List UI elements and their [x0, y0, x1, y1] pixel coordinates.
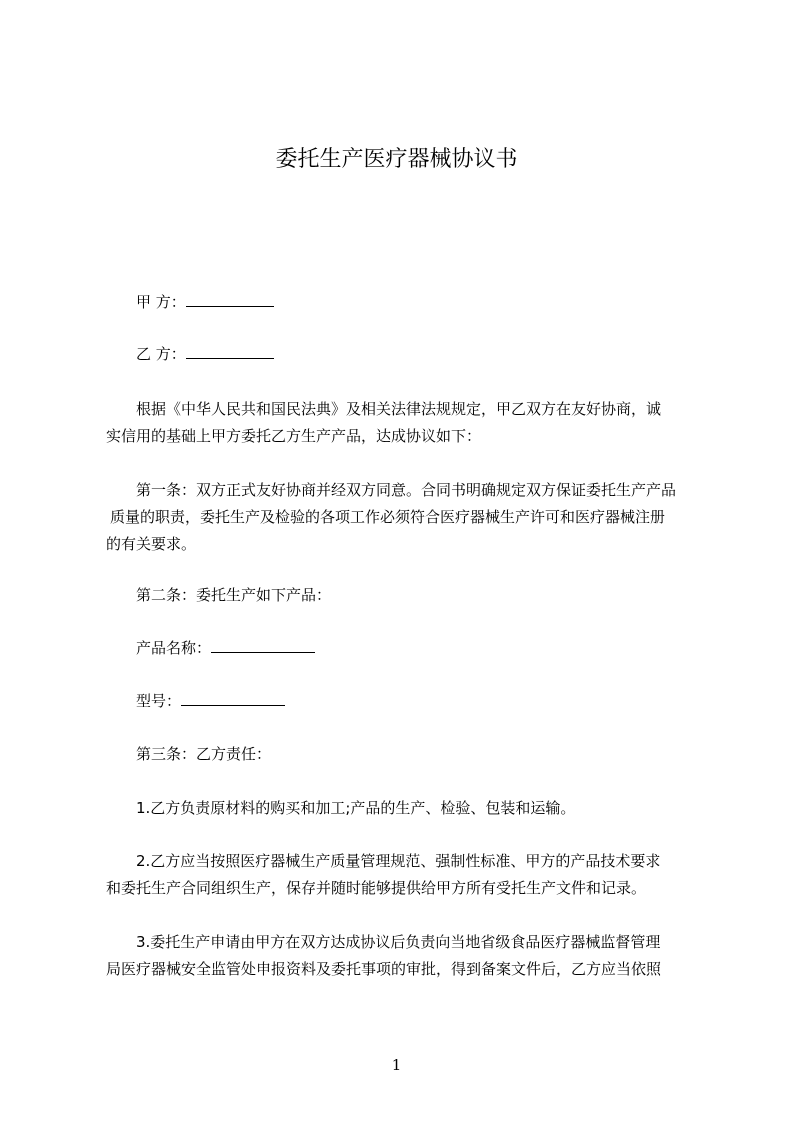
product-name-label: 产品名称： [136, 639, 212, 657]
item2-line-2: 和委托生产合同组织生产，保存并随时能够提供给甲方所有受托生产文件和记录。 [106, 879, 647, 897]
page-number: 1 [391, 1056, 402, 1074]
article2-heading: 第二条：委托生产如下产品： [136, 586, 332, 604]
item3-line-1: 3.委托生产申请由甲方在双方达成协议后负责向当地省级食品医疗器械监督管理 [136, 933, 661, 951]
item2-line-1: 2.乙方应当按照医疗器械生产质量管理规范、强制性标准、甲方的产品技术要求 [136, 852, 661, 870]
article1-line-1: 第一条：双方正式友好协商并经双方同意。合同书明确规定双方保证委托生产产品 [136, 481, 677, 499]
article1-line-3: 的有关要求。 [106, 535, 197, 553]
article3-heading: 第三条：乙方责任： [136, 745, 272, 763]
product-name-blank[interactable] [211, 638, 315, 653]
article1-line-2: 质量的职责，委托生产及检验的各项工作必须符合医疗器械生产许可和医疗器械注册 [110, 508, 666, 526]
party-b-label: 乙 方： [136, 345, 186, 363]
party-a-label: 甲 方： [136, 293, 186, 311]
model-line [136, 688, 732, 715]
model-label: 型号： [136, 692, 182, 710]
document-title: 委托生产医疗器械协议书 [275, 147, 518, 172]
model-blank[interactable] [181, 691, 285, 706]
preamble-line-2: 实信用的基础上甲方委托乙方生产产品，达成协议如下： [106, 427, 482, 445]
product-name-line [136, 635, 732, 662]
party-b-blank[interactable] [186, 344, 274, 359]
party-b-line [136, 341, 732, 368]
party-a-blank[interactable] [186, 292, 274, 307]
party-a-line [136, 289, 732, 316]
item3-line-2: 局医疗器械安全监管处申报资料及委托事项的审批，得到备案文件后，乙方应当依照 [106, 960, 662, 978]
item1-line: 1.乙方负责原材料的购买和加工;产品的生产、检验、包装和运输。 [136, 799, 576, 817]
preamble-line-1: 根据《中华人民共和国民法典》及相关法律法规规定，甲乙双方在友好协商，诚 [136, 400, 662, 418]
